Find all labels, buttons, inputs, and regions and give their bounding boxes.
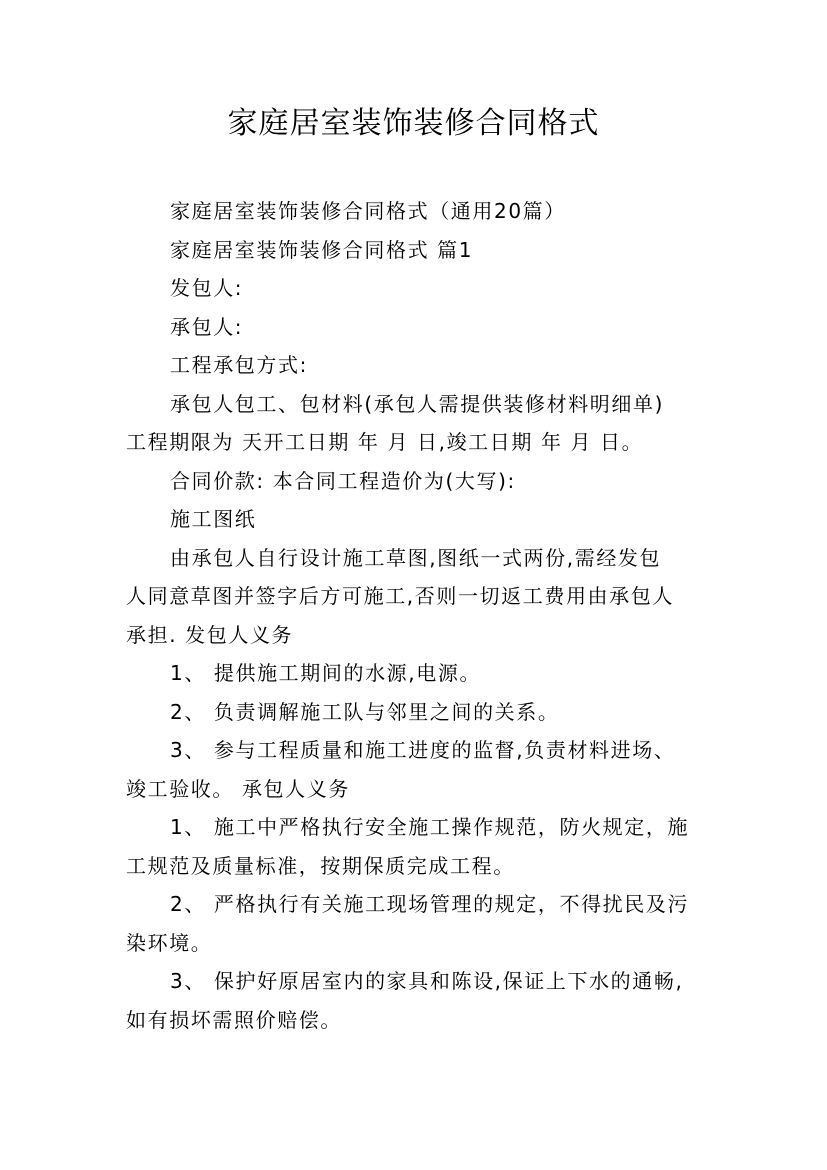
paragraph-line: 3、 参与工程质量和施工进度的监督,负责材料进场、 (170, 738, 676, 762)
paragraph-line: 竣工验收。 承包人义务 (126, 777, 350, 801)
paragraph-line: 施工图纸 (170, 507, 257, 531)
paragraph-line: 工规范及质量标准，按期保质完成工程。 (126, 854, 515, 878)
paragraph-line: 2、 严格执行有关施工现场管理的规定，不得扰民及污 (170, 892, 690, 916)
paragraph-line: 家庭居室装饰装修合同格式 篇1 (170, 238, 474, 262)
paragraph-line: 如有损坏需照价赔偿。 (126, 1008, 342, 1032)
paragraph-line: 工程承包方式: (170, 353, 308, 377)
paragraph-line: 发包人: (170, 276, 244, 300)
paragraph-line: 2、 负责调解施工队与邻里之间的关系。 (170, 700, 560, 724)
paragraph-line: 人同意草图并签字后方可施工,否则一切返工费用由承包人 (126, 584, 674, 608)
paragraph-line: 由承包人自行设计施工草图,图纸一式两份,需经发包 (170, 546, 662, 570)
paragraph-line: 3、 保护好原居室内的家具和陈设,保证上下水的通畅, (170, 969, 684, 993)
paragraph-line: 承包人包工、包材料(承包人需提供装修材料明细单) (170, 392, 665, 416)
paragraph-line: 1、 施工中严格执行安全施工操作规范，防火规定，施 (170, 815, 690, 839)
paragraph-line: 1、 提供施工期间的水源,电源。 (170, 661, 482, 685)
document-title: 家庭居室装饰装修合同格式 (227, 106, 600, 141)
paragraph-line: 染环境。 (126, 931, 213, 955)
paragraph-line: 合同价款: 本合同工程造价为(大写): (170, 469, 516, 493)
paragraph-line: 家庭居室装饰装修合同格式（通用20篇） (170, 199, 566, 223)
paragraph-line: 工程期限为 天开工日期 年 月 日,竣工日期 年 月 日。 (126, 430, 644, 454)
paragraph-line: 承担. 发包人义务 (126, 623, 294, 647)
paragraph-line: 承包人: (170, 315, 244, 339)
